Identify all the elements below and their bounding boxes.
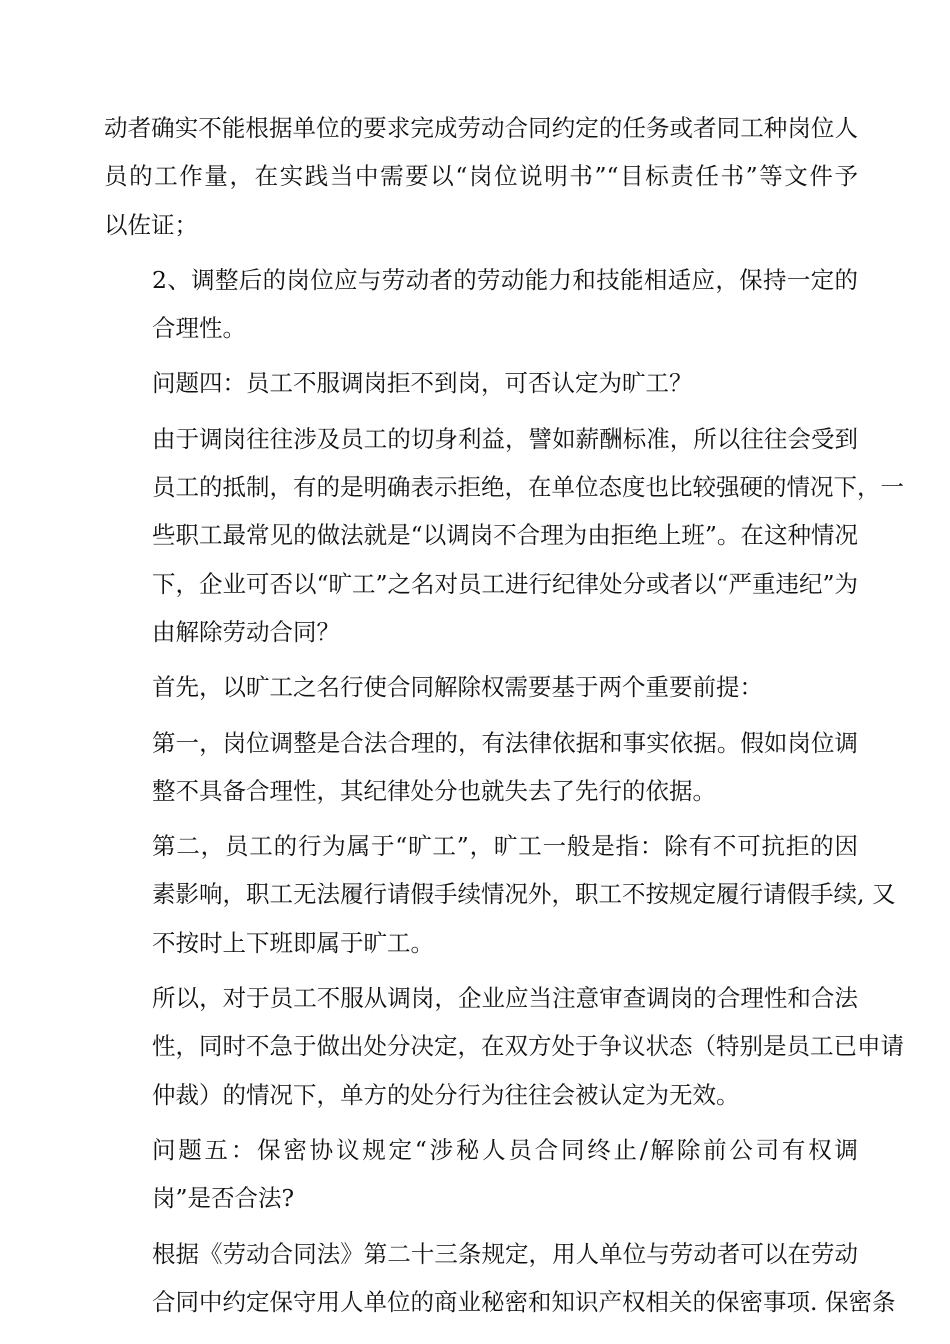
text-line: 员工的抵制，有的是明确表示拒绝，在单位态度也比较强硬的情况下，一 bbox=[152, 473, 904, 502]
paragraph bbox=[104, 256, 858, 353]
text-line: 以佐证； bbox=[104, 210, 198, 239]
text-line: 根据《劳动合同法》第二十三条规定，用人单位与劳动者可以在劳动 bbox=[152, 1239, 858, 1268]
text-line: 由于调岗往往涉及员工的切身利益，譬如薪酬标准，所以往往会受到 bbox=[152, 424, 858, 453]
text-line: 问题五：保密协议规定“涉秘人员合同终止/解除前公司有权调 bbox=[152, 1135, 858, 1164]
text-line: 整不具备合理性，其纪律处分也就失去了先行的依据。 bbox=[152, 776, 716, 805]
text-line: 动者确实不能根据单位的要求完成劳动合同约定的任务或者同工种岗位人 bbox=[104, 114, 858, 142]
text-line: 下，企业可否以“旷工”之名对员工进行纪律处分或者以“严重违纪”为 bbox=[152, 569, 859, 598]
text-line: 首先，以旷工之名行使合同解除权需要基于两个重要前提： bbox=[152, 673, 763, 702]
document-body bbox=[104, 104, 904, 1333]
text-line: 所以，对于员工不服从调岗，企业应当注意审查调岗的合理性和合法 bbox=[152, 984, 858, 1013]
text-line: 第二，员工的行为属于“旷工”，旷工一般是指：除有不可抗拒的因 bbox=[152, 832, 858, 861]
text-line: 合理性。 bbox=[152, 314, 246, 343]
paragraph bbox=[104, 1126, 858, 1223]
text-line: 2、调整后的岗位应与劳动者的劳动能力和技能相适应，保持一定的 bbox=[152, 265, 858, 294]
text-line: 第一，岗位调整是合法合理的，有法律依据和事实依据。假如岗位调 bbox=[152, 728, 858, 757]
paragraph bbox=[104, 1230, 896, 1327]
text-line: 合同中约定保守用人单位的商业秘密和知识产权相关的保密事项. 保密条 bbox=[152, 1287, 896, 1316]
text-line: 素影响，职工无法履行请假手续情况外，职工不按规定履行请假手续, 又 bbox=[152, 880, 896, 909]
text-line: 岗”是否合法? bbox=[152, 1184, 295, 1213]
text-line: 不按时上下班即属于旷工。 bbox=[152, 928, 434, 957]
paragraph bbox=[104, 415, 904, 656]
text-line: 些职工最常见的做法就是“以调岗不合理为由拒绝上班”。在这种情况 bbox=[152, 521, 858, 550]
text-line: 员的工作量，在实践当中需要以“岗位说明书”“目标责任书”等文件予 bbox=[104, 162, 858, 191]
text-line: 问题四：员工不服调岗拒不到岗，可否认定为旷工？ bbox=[152, 369, 693, 398]
paragraph bbox=[104, 822, 896, 967]
paragraph bbox=[104, 663, 858, 711]
text-line: 性，同时不急于做出处分决定，在双方处于争议状态（特别是员工已申请 bbox=[152, 1032, 904, 1061]
text-line: 由解除劳动合同？ bbox=[152, 617, 340, 646]
paragraph bbox=[104, 719, 858, 816]
text-line: 仲裁）的情况下，单方的处分行为往往会被认定为无效。 bbox=[152, 1080, 740, 1109]
paragraph bbox=[104, 104, 858, 249]
paragraph bbox=[104, 359, 858, 407]
paragraph bbox=[104, 974, 904, 1119]
